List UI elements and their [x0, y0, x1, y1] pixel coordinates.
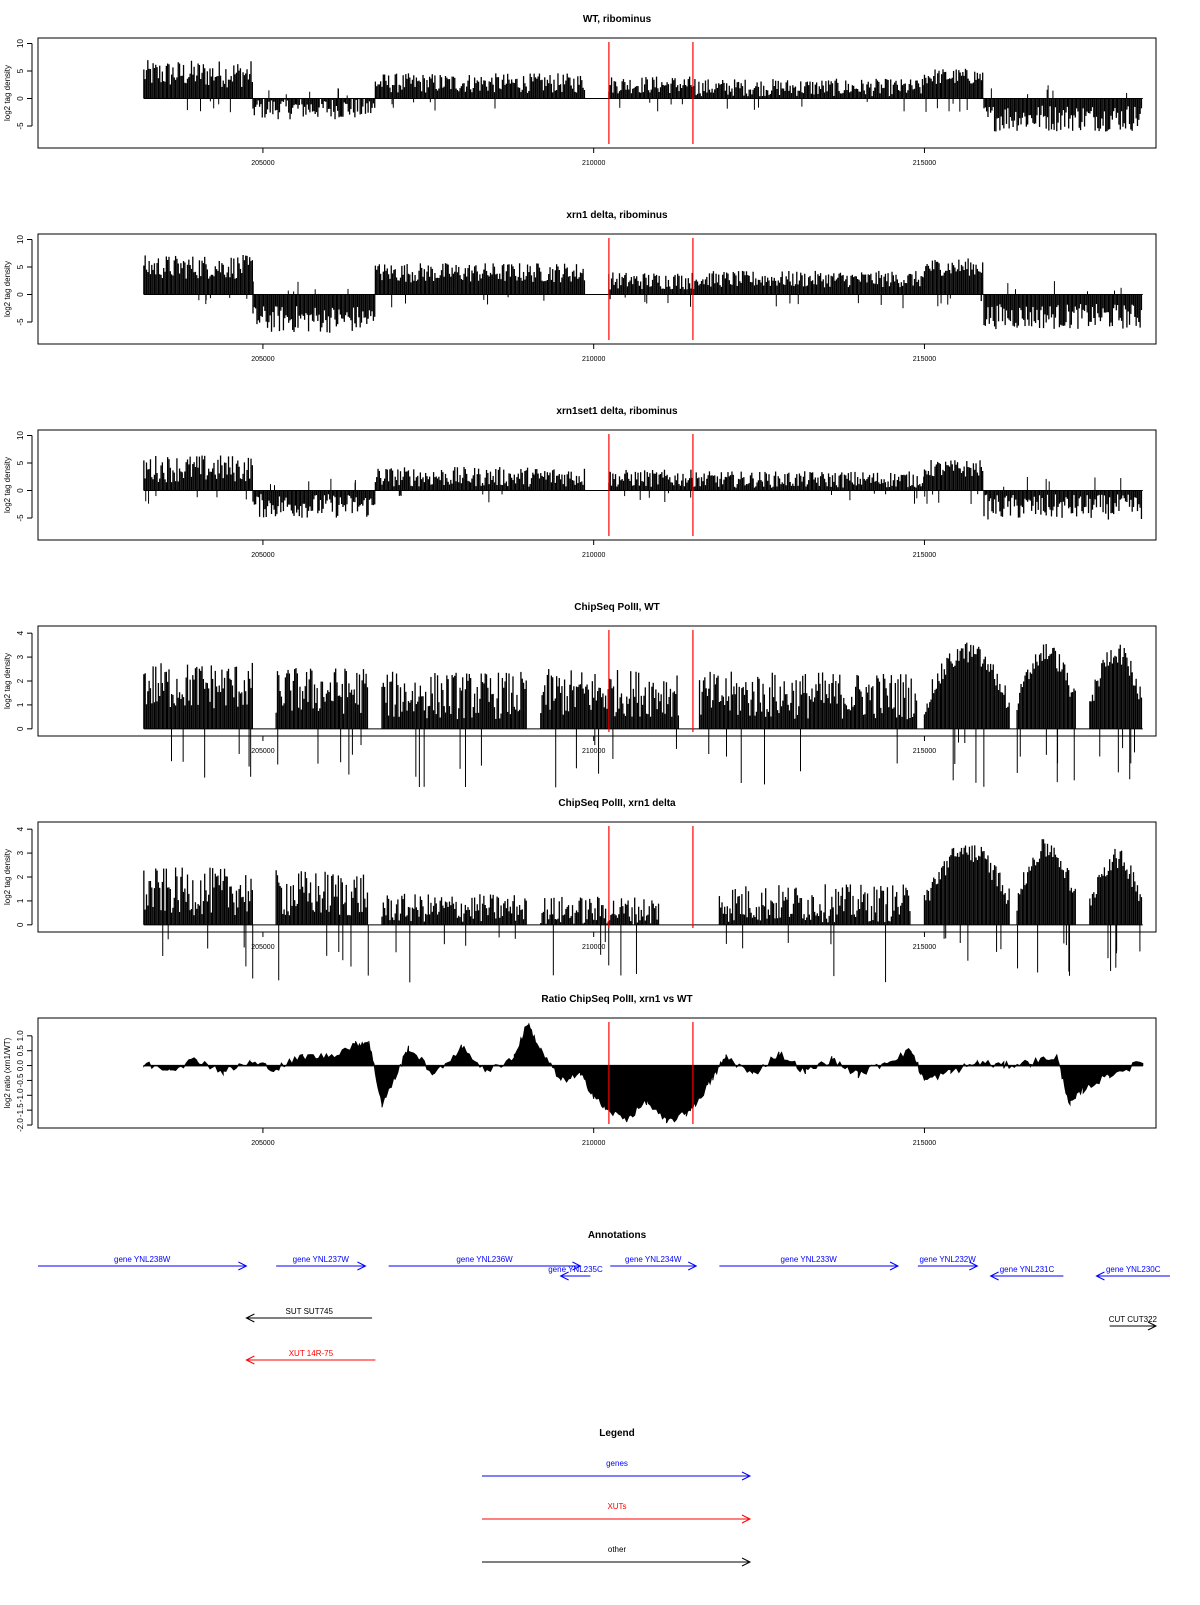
- x-tick-label: 210000: [582, 944, 606, 951]
- annotations-title: Annotations: [587, 1230, 647, 1241]
- feature-label: gene YNL237W: [292, 1255, 349, 1264]
- feature-label: gene YNL234W: [625, 1255, 682, 1264]
- feature-label: XUT 14R-75: [288, 1349, 334, 1358]
- y-tick-label: 0: [16, 922, 25, 928]
- y-axis-label: log2 tag density: [3, 64, 12, 122]
- feature-gene: [991, 1265, 1064, 1280]
- x-tick-label: 215000: [912, 944, 937, 951]
- panel-title: WT, ribominus: [582, 14, 652, 25]
- panel-2: [3, 210, 1156, 363]
- y-tick-label: 0: [16, 292, 25, 297]
- y-tick-label: 5: [16, 264, 25, 270]
- y-tick-label: 10: [16, 431, 25, 440]
- y-tick-label: 0.5: [16, 1045, 25, 1057]
- y-axis-label: log2 tag density: [3, 652, 12, 710]
- x-axis: [251, 540, 936, 559]
- feature-gene: [918, 1255, 978, 1270]
- feature-label: gene YNL233W: [780, 1255, 837, 1264]
- data-marks: [144, 60, 1143, 131]
- x-tick-label: 215000: [912, 748, 937, 755]
- feature-other: [1109, 1315, 1158, 1330]
- legend: [482, 1428, 750, 1566]
- x-tick-label: 215000: [912, 552, 937, 559]
- x-tick-label: 210000: [582, 160, 606, 167]
- feature-gene: [38, 1255, 246, 1270]
- feature-gene: [719, 1255, 898, 1270]
- x-axis: [251, 736, 936, 755]
- y-tick-label: -1.0: [16, 1088, 25, 1103]
- panel-1: [3, 14, 1156, 167]
- y-tick-label: -0.5: [16, 1073, 25, 1088]
- legend-title: Legend: [599, 1428, 635, 1439]
- x-tick-label: 210000: [582, 552, 606, 559]
- panel-title: xrn1 delta, ribominus: [566, 210, 668, 221]
- data-marks: [144, 1024, 1143, 1123]
- x-tick-label: 210000: [582, 748, 606, 755]
- y-tick-label: 10: [16, 235, 25, 244]
- y-tick-label: 5: [16, 460, 25, 466]
- panel-title: ChipSeq PolII, xrn1 delta: [558, 798, 676, 809]
- feature-xut: [246, 1349, 375, 1364]
- feature-label: gene YNL231C: [999, 1265, 1055, 1274]
- feature-gene: [548, 1265, 603, 1280]
- data-marks: [144, 839, 1143, 982]
- legend-item: [482, 1545, 750, 1566]
- ratio-area: [144, 1024, 1143, 1123]
- y-axis: [3, 235, 32, 326]
- y-tick-label: -2.0: [16, 1118, 25, 1132]
- y-axis: [3, 630, 32, 731]
- x-tick-label: 205000: [251, 944, 275, 951]
- x-tick-label: 205000: [251, 748, 275, 755]
- y-tick-label: 2: [16, 678, 25, 684]
- panel-title: ChipSeq PolII, WT: [574, 602, 660, 613]
- legend-label: genes: [606, 1459, 628, 1468]
- y-tick-label: -5: [16, 318, 25, 326]
- feature-gene: [610, 1255, 696, 1270]
- y-tick-label: -5: [16, 122, 25, 130]
- legend-item: [482, 1502, 750, 1523]
- y-tick-label: 0: [16, 726, 25, 732]
- data-marks: [144, 643, 1143, 788]
- y-tick-label: 4: [16, 826, 25, 832]
- feature-gene: [1096, 1265, 1170, 1280]
- x-tick-label: 215000: [912, 160, 937, 167]
- y-axis-label: log2 tag density: [3, 456, 12, 514]
- x-tick-label: 205000: [251, 552, 275, 559]
- y-tick-label: 4: [16, 630, 25, 636]
- feature-label: gene YNL230C: [1105, 1265, 1161, 1274]
- y-axis-label: log2 ratio (xrn1/WT): [3, 1037, 12, 1109]
- panel-4: [3, 602, 1156, 787]
- annotations-panel: [38, 1230, 1170, 1364]
- y-axis: [3, 431, 32, 522]
- y-axis: [3, 1030, 32, 1132]
- x-tick-label: 205000: [251, 160, 275, 167]
- y-tick-label: 2: [16, 874, 25, 880]
- y-axis: [3, 39, 32, 130]
- data-marks: [144, 456, 1143, 520]
- y-tick-label: 0.0: [16, 1060, 25, 1072]
- feature-label: gene YNL236W: [456, 1255, 513, 1264]
- panel-5: [3, 798, 1156, 982]
- y-tick-label: 5: [16, 68, 25, 74]
- panel-title: Ratio ChipSeq PolII, xrn1 vs WT: [541, 994, 693, 1005]
- y-tick-label: 3: [16, 654, 25, 660]
- y-tick-label: 1: [16, 898, 25, 904]
- y-tick-label: -5: [16, 514, 25, 522]
- panel-6: [3, 994, 1156, 1147]
- feature-label: gene YNL235C: [548, 1265, 603, 1274]
- y-tick-label: 3: [16, 850, 25, 856]
- x-tick-label: 205000: [251, 1140, 275, 1147]
- panel-title: xrn1set1 delta, ribominus: [556, 406, 678, 417]
- feature-label: SUT SUT745: [285, 1307, 333, 1316]
- legend-item: [482, 1459, 750, 1480]
- panel-3: [3, 406, 1156, 559]
- y-tick-label: 0: [16, 96, 25, 101]
- x-tick-label: 210000: [582, 356, 606, 363]
- feature-gene: [276, 1255, 365, 1270]
- y-tick-label: 0: [16, 488, 25, 493]
- x-tick-label: 215000: [912, 356, 937, 363]
- feature-label: gene YNL238W: [114, 1255, 171, 1264]
- y-axis: [3, 826, 32, 927]
- feature-label: CUT CUT322: [1108, 1315, 1158, 1324]
- x-tick-label: 215000: [912, 1140, 937, 1147]
- x-axis: [251, 1128, 936, 1147]
- feature-label: gene YNL232W: [919, 1255, 976, 1264]
- legend-label: other: [607, 1545, 627, 1554]
- legend-label: XUTs: [607, 1502, 627, 1511]
- x-axis: [251, 344, 936, 363]
- x-axis: [251, 148, 936, 167]
- y-tick-label: 1.0: [16, 1030, 25, 1042]
- data-marks: [144, 255, 1143, 333]
- y-axis-label: log2 tag density: [3, 848, 12, 906]
- y-tick-label: 1: [16, 702, 25, 708]
- y-tick-label: 10: [16, 39, 25, 48]
- y-axis-label: log2 tag density: [3, 260, 12, 318]
- feature-other: [246, 1307, 372, 1322]
- y-tick-label: -1.5: [16, 1103, 25, 1118]
- x-tick-label: 205000: [251, 356, 275, 363]
- x-tick-label: 210000: [582, 1140, 606, 1147]
